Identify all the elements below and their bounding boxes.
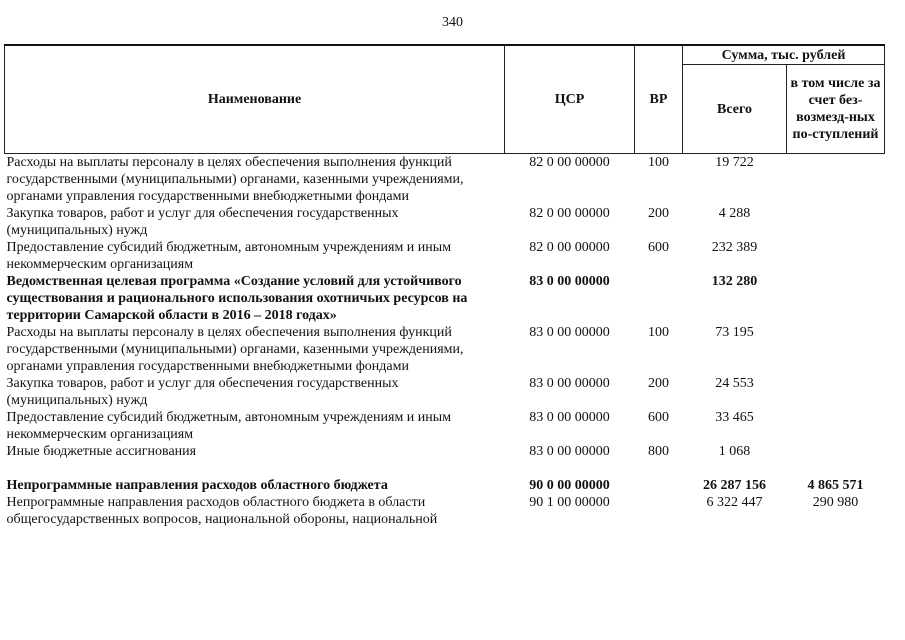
row-free xyxy=(787,443,885,460)
header-sum-group: Сумма, тыс. рублей xyxy=(683,45,885,65)
table-row xyxy=(5,494,885,528)
row-csr: 83 0 00 00000 xyxy=(529,376,610,391)
table-row xyxy=(5,443,885,460)
table-body xyxy=(5,154,885,529)
row-csr: 83 0 00 00000 xyxy=(529,325,610,340)
row-free xyxy=(787,154,885,206)
row-name: Расходы на выплаты персоналу в целях обеспечения выполнения функций государственными (муниципальными) органами, казенными учреждениями, органами управления государственными внебюджетными фондами xyxy=(6,325,464,374)
header-vr: ВР xyxy=(635,45,683,154)
table-row xyxy=(5,205,885,239)
row-csr: 82 0 00 00000 xyxy=(529,155,610,170)
row-csr: 90 0 00 00000 xyxy=(529,478,610,493)
page-number: 340 xyxy=(442,15,463,30)
table-row xyxy=(5,239,885,273)
row-free xyxy=(787,273,885,324)
budget-table-grid xyxy=(4,44,885,528)
row-vr xyxy=(635,273,683,324)
row-total: 73 195 xyxy=(715,325,754,340)
row-csr: 83 0 00 00000 xyxy=(529,410,610,425)
table-row xyxy=(5,409,885,443)
row-name: Ведомственная целевая программа «Создание условий для устойчивого существования и рационального использования охотничьих ресурсов на территории Самарской области в 2016 – 2018 годах» xyxy=(6,274,468,323)
row-vr: 200 xyxy=(648,206,669,221)
row-total: 26 287 156 xyxy=(703,478,766,493)
row-free xyxy=(787,324,885,375)
row-vr xyxy=(635,460,683,494)
row-total: 1 068 xyxy=(718,444,751,459)
row-total: 33 465 xyxy=(715,410,754,425)
header-csr: ЦСР xyxy=(505,45,635,154)
row-name: Иные бюджетные ассигнования xyxy=(6,444,197,459)
budget-table xyxy=(4,44,884,528)
row-name: Закупка товаров, работ и услуг для обеспечения государственных (муниципальных) нужд xyxy=(6,206,399,238)
row-free xyxy=(787,205,885,239)
header-total: Всего xyxy=(683,65,787,154)
row-free: 290 980 xyxy=(812,495,859,510)
row-vr xyxy=(635,494,683,528)
table-row xyxy=(5,154,885,206)
row-name: Расходы на выплаты персоналу в целях обеспечения выполнения функций государственными (муниципальными) органами, казенными учреждениями, органами управления государственными внебюджетными фондами xyxy=(6,155,464,204)
row-csr: 82 0 00 00000 xyxy=(529,206,610,221)
row-vr: 100 xyxy=(648,155,669,170)
row-csr: 82 0 00 00000 xyxy=(529,240,610,255)
row-name: Предоставление субсидий бюджетным, автономным учреждениям и иным некоммерческим организациям xyxy=(6,410,452,442)
row-csr: 83 0 00 00000 xyxy=(529,444,610,459)
row-vr: 800 xyxy=(648,444,669,459)
row-total: 132 280 xyxy=(711,274,758,289)
row-free: 4 865 571 xyxy=(807,478,864,493)
row-total: 232 389 xyxy=(711,240,758,255)
row-csr: 83 0 00 00000 xyxy=(529,274,610,289)
row-name: Предоставление субсидий бюджетным, автономным учреждениям и иным некоммерческим организациям xyxy=(6,240,452,272)
row-total: 6 322 447 xyxy=(706,495,763,510)
row-vr: 600 xyxy=(648,410,669,425)
header-free: в том числе за счет без-возмезд-ных по-ступлений xyxy=(787,65,885,154)
table-row xyxy=(5,375,885,409)
row-free xyxy=(787,375,885,409)
row-vr: 100 xyxy=(648,325,669,340)
row-vr: 200 xyxy=(648,376,669,391)
row-total: 24 553 xyxy=(715,376,754,391)
row-name: Непрограммные направления расходов областного бюджета в области общегосударственных вопросов, национальной обороны, национальной xyxy=(6,495,438,527)
row-total: 4 288 xyxy=(718,206,751,221)
row-free xyxy=(787,409,885,443)
row-csr: 90 1 00 00000 xyxy=(529,495,610,510)
row-name: Непрограммные направления расходов областного бюджета xyxy=(6,478,388,493)
table-header xyxy=(5,45,885,154)
table-row xyxy=(5,324,885,375)
row-name: Закупка товаров, работ и услуг для обеспечения государственных (муниципальных) нужд xyxy=(6,376,399,408)
row-total: 19 722 xyxy=(715,155,754,170)
row-vr: 600 xyxy=(648,240,669,255)
table-row xyxy=(5,273,885,324)
row-free xyxy=(787,239,885,273)
table-row xyxy=(5,460,885,494)
header-name: Наименование xyxy=(5,45,505,154)
